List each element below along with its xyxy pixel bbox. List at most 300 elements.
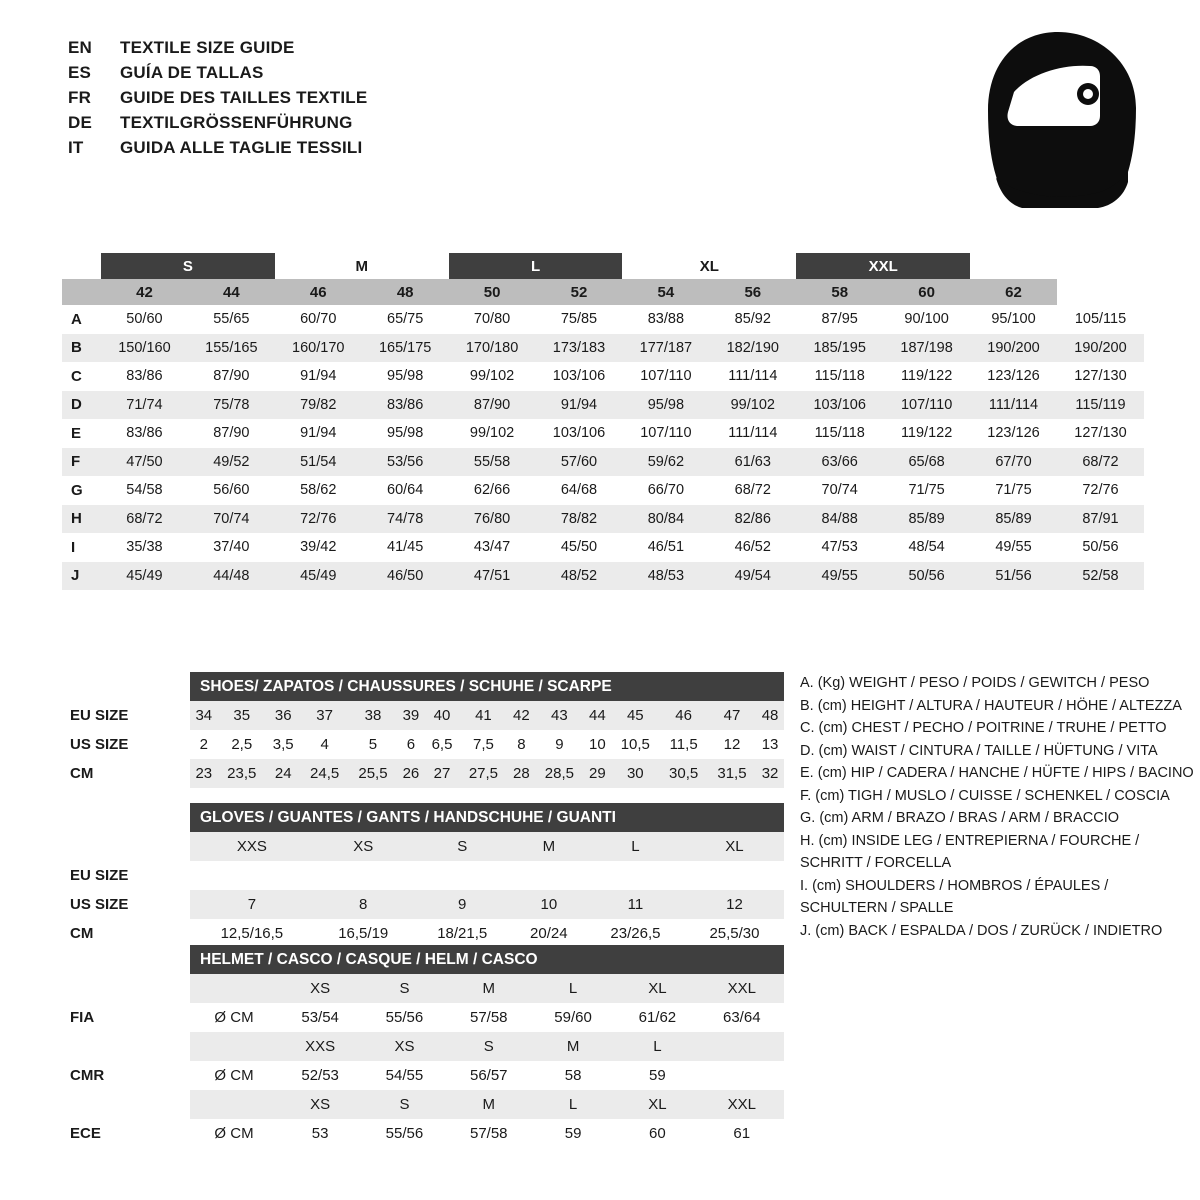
cell: 45/49 — [275, 562, 362, 591]
cell: 41/45 — [362, 533, 449, 562]
cell: L — [531, 1090, 615, 1119]
cell: 64/68 — [536, 476, 623, 505]
cell: 107/110 — [622, 419, 709, 448]
cell: 9 — [535, 730, 583, 759]
title-text-es: GUÍA DE TALLAS — [120, 63, 264, 82]
legend-item: C. (cm) CHEST / PECHO / POITRINE / TRUHE / PETTO — [800, 720, 1167, 736]
row-label-c: C — [62, 362, 101, 391]
cell: 61/63 — [709, 448, 796, 477]
gloves-header: GLOVES / GUANTES / GANTS / HANDSCHUHE / GUANTI — [190, 803, 784, 832]
cell: 107/110 — [883, 391, 970, 420]
cell: 25,5 — [349, 759, 397, 788]
legend-item: G. (cm) ARM / BRAZO / BRAS / ARM / BRACCIO — [800, 810, 1120, 826]
cell: 95/98 — [362, 362, 449, 391]
title-text-fr: GUIDE DES TAILLES TEXTILE — [120, 88, 368, 107]
table-row — [62, 362, 1144, 391]
row-label-i: I — [62, 533, 101, 562]
cell: 70/80 — [449, 305, 536, 334]
cell: 187/198 — [883, 334, 970, 363]
title-lang-en: EN — [68, 38, 93, 57]
cell: 70/74 — [796, 476, 883, 505]
cell: 58 — [531, 1061, 615, 1090]
title-row — [68, 88, 367, 113]
cell: 78/82 — [536, 505, 623, 534]
cell: 111/114 — [970, 391, 1057, 420]
cell: 185/195 — [796, 334, 883, 363]
cell: 68/72 — [101, 505, 188, 534]
fia-label: FIA — [62, 1003, 190, 1032]
cell: 63/66 — [796, 448, 883, 477]
cell: 72/76 — [275, 505, 362, 534]
helmet-header-row — [62, 945, 784, 974]
cell: 150/160 — [101, 334, 188, 363]
num-52: 52 — [536, 279, 623, 305]
cell: 7 — [190, 890, 314, 919]
cell: S — [413, 832, 512, 861]
legend-item: I. (cm) SHOULDERS / HOMBROS / ÉPAULES / — [800, 877, 1109, 894]
cell: 53 — [278, 1119, 362, 1148]
cell: 177/187 — [622, 334, 709, 363]
num-label-blank — [62, 279, 101, 305]
cell: 23,5 — [218, 759, 266, 788]
cell: 82/86 — [709, 505, 796, 534]
helmet-table — [62, 945, 784, 1148]
cell: 9 — [413, 890, 512, 919]
cell: 67/70 — [970, 448, 1057, 477]
ece-size-row — [62, 1090, 784, 1119]
cell — [700, 1032, 784, 1061]
cell: 28,5 — [535, 759, 583, 788]
row-label-b: B — [62, 334, 101, 363]
cell: 44/48 — [188, 562, 275, 591]
cell: 103/106 — [536, 419, 623, 448]
cell: 57/58 — [447, 1003, 531, 1032]
cell: 75/85 — [536, 305, 623, 334]
cell: L — [586, 832, 685, 861]
cell: 35/38 — [101, 533, 188, 562]
table-row — [62, 533, 1144, 562]
cell: 87/90 — [188, 362, 275, 391]
helmet-header: HELMET / CASCO / CASQUE / HELM / CASCO — [190, 945, 784, 974]
size-span-xl: XL — [622, 253, 796, 279]
fia-size-blank — [62, 974, 190, 1003]
cell: 59/60 — [531, 1003, 615, 1032]
cell: 59 — [615, 1061, 699, 1090]
cell: 61/62 — [615, 1003, 699, 1032]
cell: XXL — [700, 974, 784, 1003]
cell: 71/74 — [101, 391, 188, 420]
cell: 29 — [584, 759, 612, 788]
cell: 8 — [314, 890, 413, 919]
cell: 105/115 — [1057, 305, 1144, 334]
cell — [685, 861, 784, 890]
title-text-de: TEXTILGRÖSSENFÜHRUNG — [120, 113, 353, 132]
cell: 43 — [535, 701, 583, 730]
legend-item: SCHULTERN / SPALLE — [800, 900, 954, 916]
shoes-eu-label: EU SIZE — [62, 701, 190, 730]
cell: 95/100 — [970, 305, 1057, 334]
cell: 8 — [508, 730, 536, 759]
cell: XS — [278, 1090, 362, 1119]
cell: 87/95 — [796, 305, 883, 334]
cell: 55/56 — [362, 1003, 446, 1032]
table-row — [62, 448, 1144, 477]
cell: 170/180 — [449, 334, 536, 363]
cell: 107/110 — [622, 362, 709, 391]
shoes-table — [62, 672, 784, 788]
cell: 42 — [508, 701, 536, 730]
gloves-table — [62, 803, 784, 948]
cell: 62/66 — [449, 476, 536, 505]
num-56: 56 — [709, 279, 796, 305]
cell: 10 — [584, 730, 612, 759]
table-row — [62, 476, 1144, 505]
cell: 103/106 — [536, 362, 623, 391]
cell: 85/89 — [883, 505, 970, 534]
cell: 91/94 — [536, 391, 623, 420]
cell: 57/60 — [536, 448, 623, 477]
cell: 25,5/30 — [685, 919, 784, 948]
cell: 47/53 — [796, 533, 883, 562]
cell: 55/65 — [188, 305, 275, 334]
cell: 85/89 — [970, 505, 1057, 534]
cell: 74/78 — [362, 505, 449, 534]
cell: 85/92 — [709, 305, 796, 334]
cell — [700, 1061, 784, 1090]
cell: 56/60 — [188, 476, 275, 505]
title-lang-it: IT — [68, 138, 84, 157]
cell: 50/56 — [1057, 533, 1144, 562]
cell: 59 — [531, 1119, 615, 1148]
cell: 57/58 — [447, 1119, 531, 1148]
cell: M — [512, 832, 586, 861]
ece-value-row — [62, 1119, 784, 1148]
cell: 87/90 — [449, 391, 536, 420]
legend-item: F. (cm) TIGH / MUSLO / CUISSE / SCHENKEL / COSCIA — [800, 787, 1170, 804]
cell: 87/91 — [1057, 505, 1144, 534]
cell: 49/54 — [709, 562, 796, 591]
legend-item: A. (Kg) WEIGHT / PESO / POIDS / GEWITCH / PESO — [800, 675, 1150, 691]
cell: 60/64 — [362, 476, 449, 505]
cell: XL — [685, 832, 784, 861]
cell — [512, 861, 586, 890]
cell: 41 — [459, 701, 507, 730]
table-row — [62, 505, 1144, 534]
gloves-cm-row — [62, 919, 784, 948]
cell — [586, 861, 685, 890]
cell: XXS — [190, 832, 314, 861]
cell: 91/94 — [275, 419, 362, 448]
cell: 63/64 — [700, 1003, 784, 1032]
cell: 50/60 — [101, 305, 188, 334]
legend-item: J. (cm) BACK / ESPALDA / DOS / ZURÜCK / INDIETRO — [800, 922, 1163, 939]
cell: 13 — [756, 730, 784, 759]
cell: 127/130 — [1057, 419, 1144, 448]
cell — [314, 861, 413, 890]
table-row — [62, 305, 1144, 334]
size-span-xxl: XXL — [796, 253, 970, 279]
table-row — [62, 334, 1144, 363]
cell: 84/88 — [796, 505, 883, 534]
cell: 30,5 — [659, 759, 707, 788]
cell: 68/72 — [1057, 448, 1144, 477]
size-span-l: L — [449, 253, 623, 279]
cell: 54/55 — [362, 1061, 446, 1090]
cell: 165/175 — [362, 334, 449, 363]
cell: 155/165 — [188, 334, 275, 363]
cell: 52/53 — [278, 1061, 362, 1090]
size-span-last — [970, 253, 1057, 279]
cell: 46/51 — [622, 533, 709, 562]
cell: 6,5 — [425, 730, 460, 759]
cell: 23 — [190, 759, 218, 788]
cell: 99/102 — [449, 419, 536, 448]
cell: 160/170 — [275, 334, 362, 363]
cell — [190, 1032, 278, 1061]
gloves-header-row — [62, 803, 784, 832]
cell: 115/118 — [796, 419, 883, 448]
row-label-d: D — [62, 391, 101, 420]
num-44: 44 — [188, 279, 275, 305]
cell: 47 — [708, 701, 756, 730]
cell: 45/49 — [101, 562, 188, 591]
cell: 37/40 — [188, 533, 275, 562]
cell: 91/94 — [275, 362, 362, 391]
cell: 83/88 — [622, 305, 709, 334]
cell — [413, 861, 512, 890]
gloves-us-label: US SIZE — [62, 890, 190, 919]
cell: 90/100 — [883, 305, 970, 334]
cell: 115/119 — [1057, 391, 1144, 420]
num-62: 62 — [970, 279, 1057, 305]
shoes-eu-row — [62, 701, 784, 730]
cell: 83/86 — [362, 391, 449, 420]
cell: S — [362, 1090, 446, 1119]
helmet-icon — [978, 30, 1138, 215]
row-label-g: G — [62, 476, 101, 505]
cell: M — [531, 1032, 615, 1061]
cell: 12 — [685, 890, 784, 919]
cell: XXS — [278, 1032, 362, 1061]
cell: 52/58 — [1057, 562, 1144, 591]
cell: 12,5/16,5 — [190, 919, 314, 948]
shoes-us-label: US SIZE — [62, 730, 190, 759]
cell: 36 — [266, 701, 301, 730]
legend-item: SCHRITT / FORCELLA — [800, 855, 952, 871]
cell: 87/90 — [188, 419, 275, 448]
cell: 54/58 — [101, 476, 188, 505]
title-lang-de: DE — [68, 113, 93, 132]
cell: 46/52 — [709, 533, 796, 562]
cell: 79/82 — [275, 391, 362, 420]
num-50: 50 — [449, 279, 536, 305]
cell: 95/98 — [362, 419, 449, 448]
cell: 34 — [190, 701, 218, 730]
gloves-eu-row — [62, 861, 784, 890]
cell: 45 — [611, 701, 659, 730]
title-row — [68, 38, 367, 63]
cell: 75/78 — [188, 391, 275, 420]
cell: 190/200 — [970, 334, 1057, 363]
cell: 99/102 — [709, 391, 796, 420]
cell: 26 — [397, 759, 425, 788]
cell: 123/126 — [970, 419, 1057, 448]
ece-label: ECE — [62, 1119, 190, 1148]
cmr-size-row — [62, 1032, 784, 1061]
size-letters-row — [62, 253, 1144, 279]
cell: 6 — [397, 730, 425, 759]
cell: 72/76 — [1057, 476, 1144, 505]
cell: S — [447, 1032, 531, 1061]
row-label-j: J — [62, 562, 101, 591]
num-58: 58 — [796, 279, 883, 305]
cell: 61 — [700, 1119, 784, 1148]
ece-unit: Ø CM — [190, 1119, 278, 1148]
title-lang-fr: FR — [68, 88, 92, 107]
numeric-size-row — [62, 279, 1144, 305]
cell: 111/114 — [709, 419, 796, 448]
gloves-eu-label: EU SIZE — [62, 861, 190, 890]
cell: 60/70 — [275, 305, 362, 334]
cell: 48/54 — [883, 533, 970, 562]
cell: 11,5 — [659, 730, 707, 759]
cell: 49/55 — [970, 533, 1057, 562]
cell: 49/52 — [188, 448, 275, 477]
num-60: 60 — [883, 279, 970, 305]
cell: 99/102 — [449, 362, 536, 391]
cell: 47/50 — [101, 448, 188, 477]
cell: 65/75 — [362, 305, 449, 334]
cell: 59/62 — [622, 448, 709, 477]
cell: 119/122 — [883, 419, 970, 448]
cell: 123/126 — [970, 362, 1057, 391]
ece-size-blank — [62, 1090, 190, 1119]
num-42: 42 — [101, 279, 188, 305]
cell: XS — [278, 974, 362, 1003]
num-46: 46 — [275, 279, 362, 305]
cell: 190/200 — [1057, 334, 1144, 363]
shoes-cm-row — [62, 759, 784, 788]
row-label-h: H — [62, 505, 101, 534]
cell: 24,5 — [300, 759, 348, 788]
table-row — [62, 391, 1144, 420]
cell: 20/24 — [512, 919, 586, 948]
row-label-e: E — [62, 419, 101, 448]
cell: 173/183 — [536, 334, 623, 363]
cell: 44 — [584, 701, 612, 730]
size-span-m: M — [275, 253, 449, 279]
row-label-f: F — [62, 448, 101, 477]
cell: 43/47 — [449, 533, 536, 562]
cell: 60 — [615, 1119, 699, 1148]
cell: 40 — [425, 701, 460, 730]
legend-item: E. (cm) HIP / CADERA / HANCHE / HÜFTE / HIPS / BACINO — [800, 765, 1194, 781]
size-span-s: S — [101, 253, 275, 279]
cell: 37 — [300, 701, 348, 730]
cell: 46/50 — [362, 562, 449, 591]
cell: 27,5 — [459, 759, 507, 788]
cell: 71/75 — [883, 476, 970, 505]
cell: 31,5 — [708, 759, 756, 788]
cell: 70/74 — [188, 505, 275, 534]
cell: 66/70 — [622, 476, 709, 505]
cell: 39/42 — [275, 533, 362, 562]
legend-item: D. (cm) WAIST / CINTURA / TAILLE / HÜFTUNG / VITA — [800, 742, 1158, 759]
cell: 35 — [218, 701, 266, 730]
cell: 115/118 — [796, 362, 883, 391]
shoes-header-row — [62, 672, 784, 701]
cell: 3,5 — [266, 730, 301, 759]
cell: 30 — [611, 759, 659, 788]
cell: 38 — [349, 701, 397, 730]
cell: M — [447, 974, 531, 1003]
fia-unit: Ø CM — [190, 1003, 278, 1032]
cell: 23/26,5 — [586, 919, 685, 948]
num-54: 54 — [622, 279, 709, 305]
cell: 103/106 — [796, 391, 883, 420]
cell: 48/52 — [536, 562, 623, 591]
cell: 18/21,5 — [413, 919, 512, 948]
cell: 53/54 — [278, 1003, 362, 1032]
cell: 28 — [508, 759, 536, 788]
cell: XL — [615, 1090, 699, 1119]
cell: 46 — [659, 701, 707, 730]
cell — [190, 1090, 278, 1119]
cell: 50/56 — [883, 562, 970, 591]
cell: 127/130 — [1057, 362, 1144, 391]
cell: 5 — [349, 730, 397, 759]
cmr-label: CMR — [62, 1061, 190, 1090]
table-row — [62, 419, 1144, 448]
cell: 24 — [266, 759, 301, 788]
legend-item: B. (cm) HEIGHT / ALTURA / HAUTEUR / HÖHE / ALTEZZA — [800, 697, 1182, 714]
main-size-table — [62, 253, 1144, 590]
legend-item: H. (cm) INSIDE LEG / ENTREPIERNA / FOURCHE / — [800, 832, 1140, 849]
cell: 83/86 — [101, 419, 188, 448]
shoes-cm-label: CM — [62, 759, 190, 788]
cell: L — [615, 1032, 699, 1061]
size-span-blank — [62, 253, 101, 279]
cell: S — [362, 974, 446, 1003]
cell: XL — [615, 974, 699, 1003]
cell: 53/56 — [362, 448, 449, 477]
shoes-us-row — [62, 730, 784, 759]
cell: 55/56 — [362, 1119, 446, 1148]
title-text-en: TEXTILE SIZE GUIDE — [120, 38, 295, 57]
gloves-cm-label: CM — [62, 919, 190, 948]
cell: 48/53 — [622, 562, 709, 591]
cell: 48 — [756, 701, 784, 730]
cmr-size-blank — [62, 1032, 190, 1061]
cell: 12 — [708, 730, 756, 759]
num-48: 48 — [362, 279, 449, 305]
cell: 7,5 — [459, 730, 507, 759]
cell: 83/86 — [101, 362, 188, 391]
cell: XS — [314, 832, 413, 861]
cell: XXL — [700, 1090, 784, 1119]
cell: 11 — [586, 890, 685, 919]
row-label-a: A — [62, 305, 101, 334]
legend — [800, 672, 1194, 942]
cell: M — [447, 1090, 531, 1119]
cell: 32 — [756, 759, 784, 788]
cell: 65/68 — [883, 448, 970, 477]
cell: 51/54 — [275, 448, 362, 477]
table-row — [62, 562, 1144, 591]
title-row — [68, 63, 367, 88]
cell — [190, 974, 278, 1003]
cell: 119/122 — [883, 362, 970, 391]
